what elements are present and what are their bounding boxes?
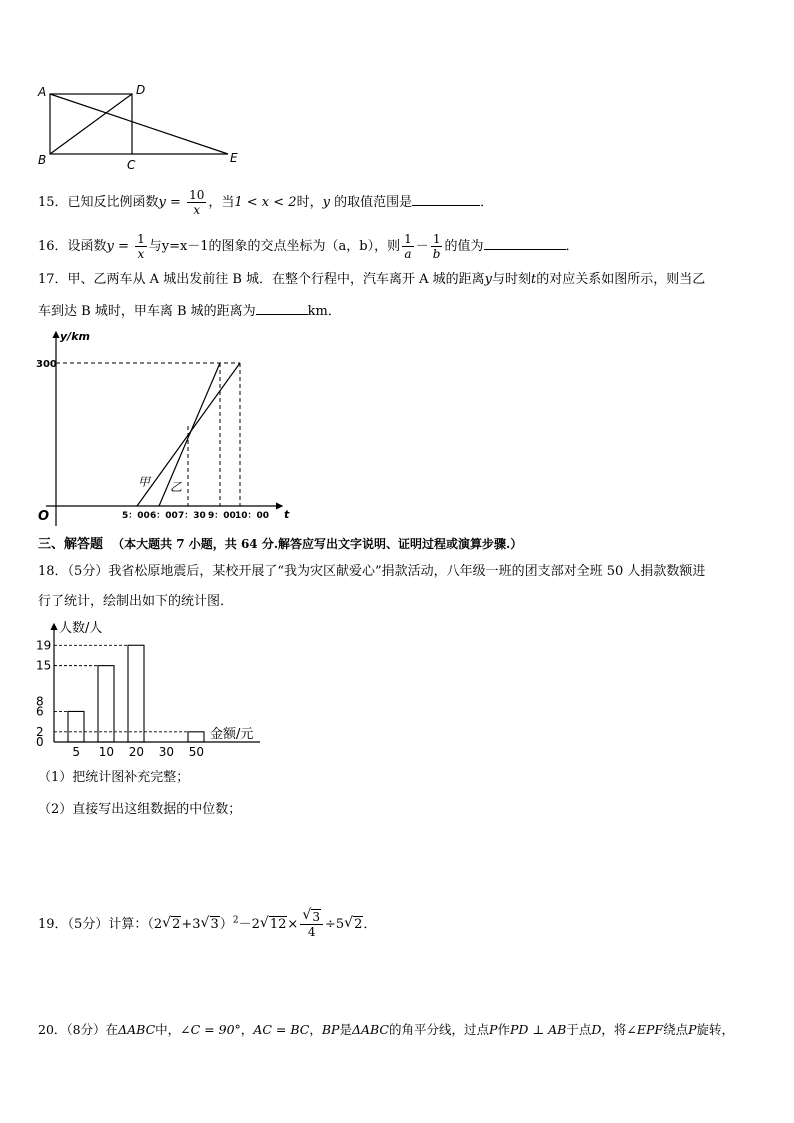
question-18-sub1: （1）把统计图补充完整； [38,770,190,785]
label-d: D [136,83,146,97]
question-20: 20．（8分）在ΔABC中，∠C = 90°，AC = BC，BP是ΔABC的角平分线，过点P作PD ⊥ AB于点D，将∠EPF绕点P旋转， [38,1022,735,1037]
segment-bd [50,94,132,154]
x-tick-4: 9：00 [208,511,236,521]
bar-y-tick-15: 15 [36,658,52,673]
bar-y-tick-2: 2 [36,724,44,739]
bar-y-tick-8: 8 [36,694,44,709]
x-tick-1: 5：00 [122,511,150,521]
y-tick-300: 300 [36,359,57,370]
bar-x-tick-5: 5 [72,745,81,759]
bar-y-tick-0: 0 [36,735,44,749]
question-18-sub2: （2）直接写出这组数据的中位数； [38,802,242,817]
answer-blank-17 [256,302,308,315]
question-17-line1: 17．甲、乙两车从 A 城出发前往 B 城．在整个行程中，汽车离开 A 城的距离y与时刻t的对应关系如图所示，则当乙 [38,272,706,287]
label-c: C [127,158,136,170]
x-tick-5: 10：00 [235,511,270,521]
label-jia: 甲 [138,475,151,489]
section-3-heading: 三、解答题 （本大题共 7 小题，共 64 分.解答应写出文字说明、证明过程或演算步骤.） [38,537,523,552]
question-18-line2: 行了统计，绘制出如下的统计图． [38,594,234,609]
question-15: 15．已知反比例函数y = $\frac{10}{x}$ ，当1 < x < 2时，y 的取值范围是 ． [38,188,494,217]
question-18-line1: 18．（5分）我省松原地震后，某校开展了“我为灾区献爱心”捐款活动，八年级一班的团支部对全班 50 人捐款数额进 [38,564,706,579]
bar-y-tick-6: 6 [36,704,44,719]
line-yi [159,363,220,506]
bar-10 [98,666,114,742]
x-tick-3: 7：30 [178,511,206,521]
answer-blank-16 [484,237,566,250]
x-tick-2: 6：00 [150,511,178,521]
bar-x-tick-20: 20 [128,745,145,759]
origin-label: O [38,509,50,524]
geometry-figure [30,80,250,170]
bar-y-tick-19: 19 [36,638,52,653]
bar-x-tick-50: 50 [188,745,205,759]
bar-x-tick-10: 10 [98,745,115,759]
label-e: E [230,151,238,165]
bar-20 [128,645,144,742]
bar-x-label: 金额/元 [210,727,254,742]
bar-50 [188,732,204,742]
fraction-10-over-x: $\frac{10}{x}$ [189,188,205,217]
answer-blank-15 [412,193,480,206]
question-19: 19．（5分）计算：（2√ 2+3√ 3）$^2$－2√ 12× √ $\frac{3}{4}$ ÷5√ 2． [38,910,376,939]
label-yi: 乙 [170,480,183,494]
bar-5 [68,711,84,742]
donation-bar-chart [28,616,268,762]
label-b: B [38,153,47,167]
y-axis-label: y/km [60,330,90,343]
question-16: 16．设函数y = $\frac{1}{x}$ 与y=x－1的图象的交点坐标为（a，b），则 $\frac{1}{a}$ － $\frac{1}{b}$ 的值为 ． [38,232,579,261]
segment-ae [50,94,228,154]
distance-time-graph [32,326,292,528]
bar-y-label: 人数/人 [59,621,103,636]
bar-x-tick-30: 30 [158,745,175,759]
label-a: A [38,85,47,99]
question-17-line2: 车到达 B 城时，甲车离 B 城的距离为 km． [38,304,341,319]
x-axis-label: t [284,508,290,521]
